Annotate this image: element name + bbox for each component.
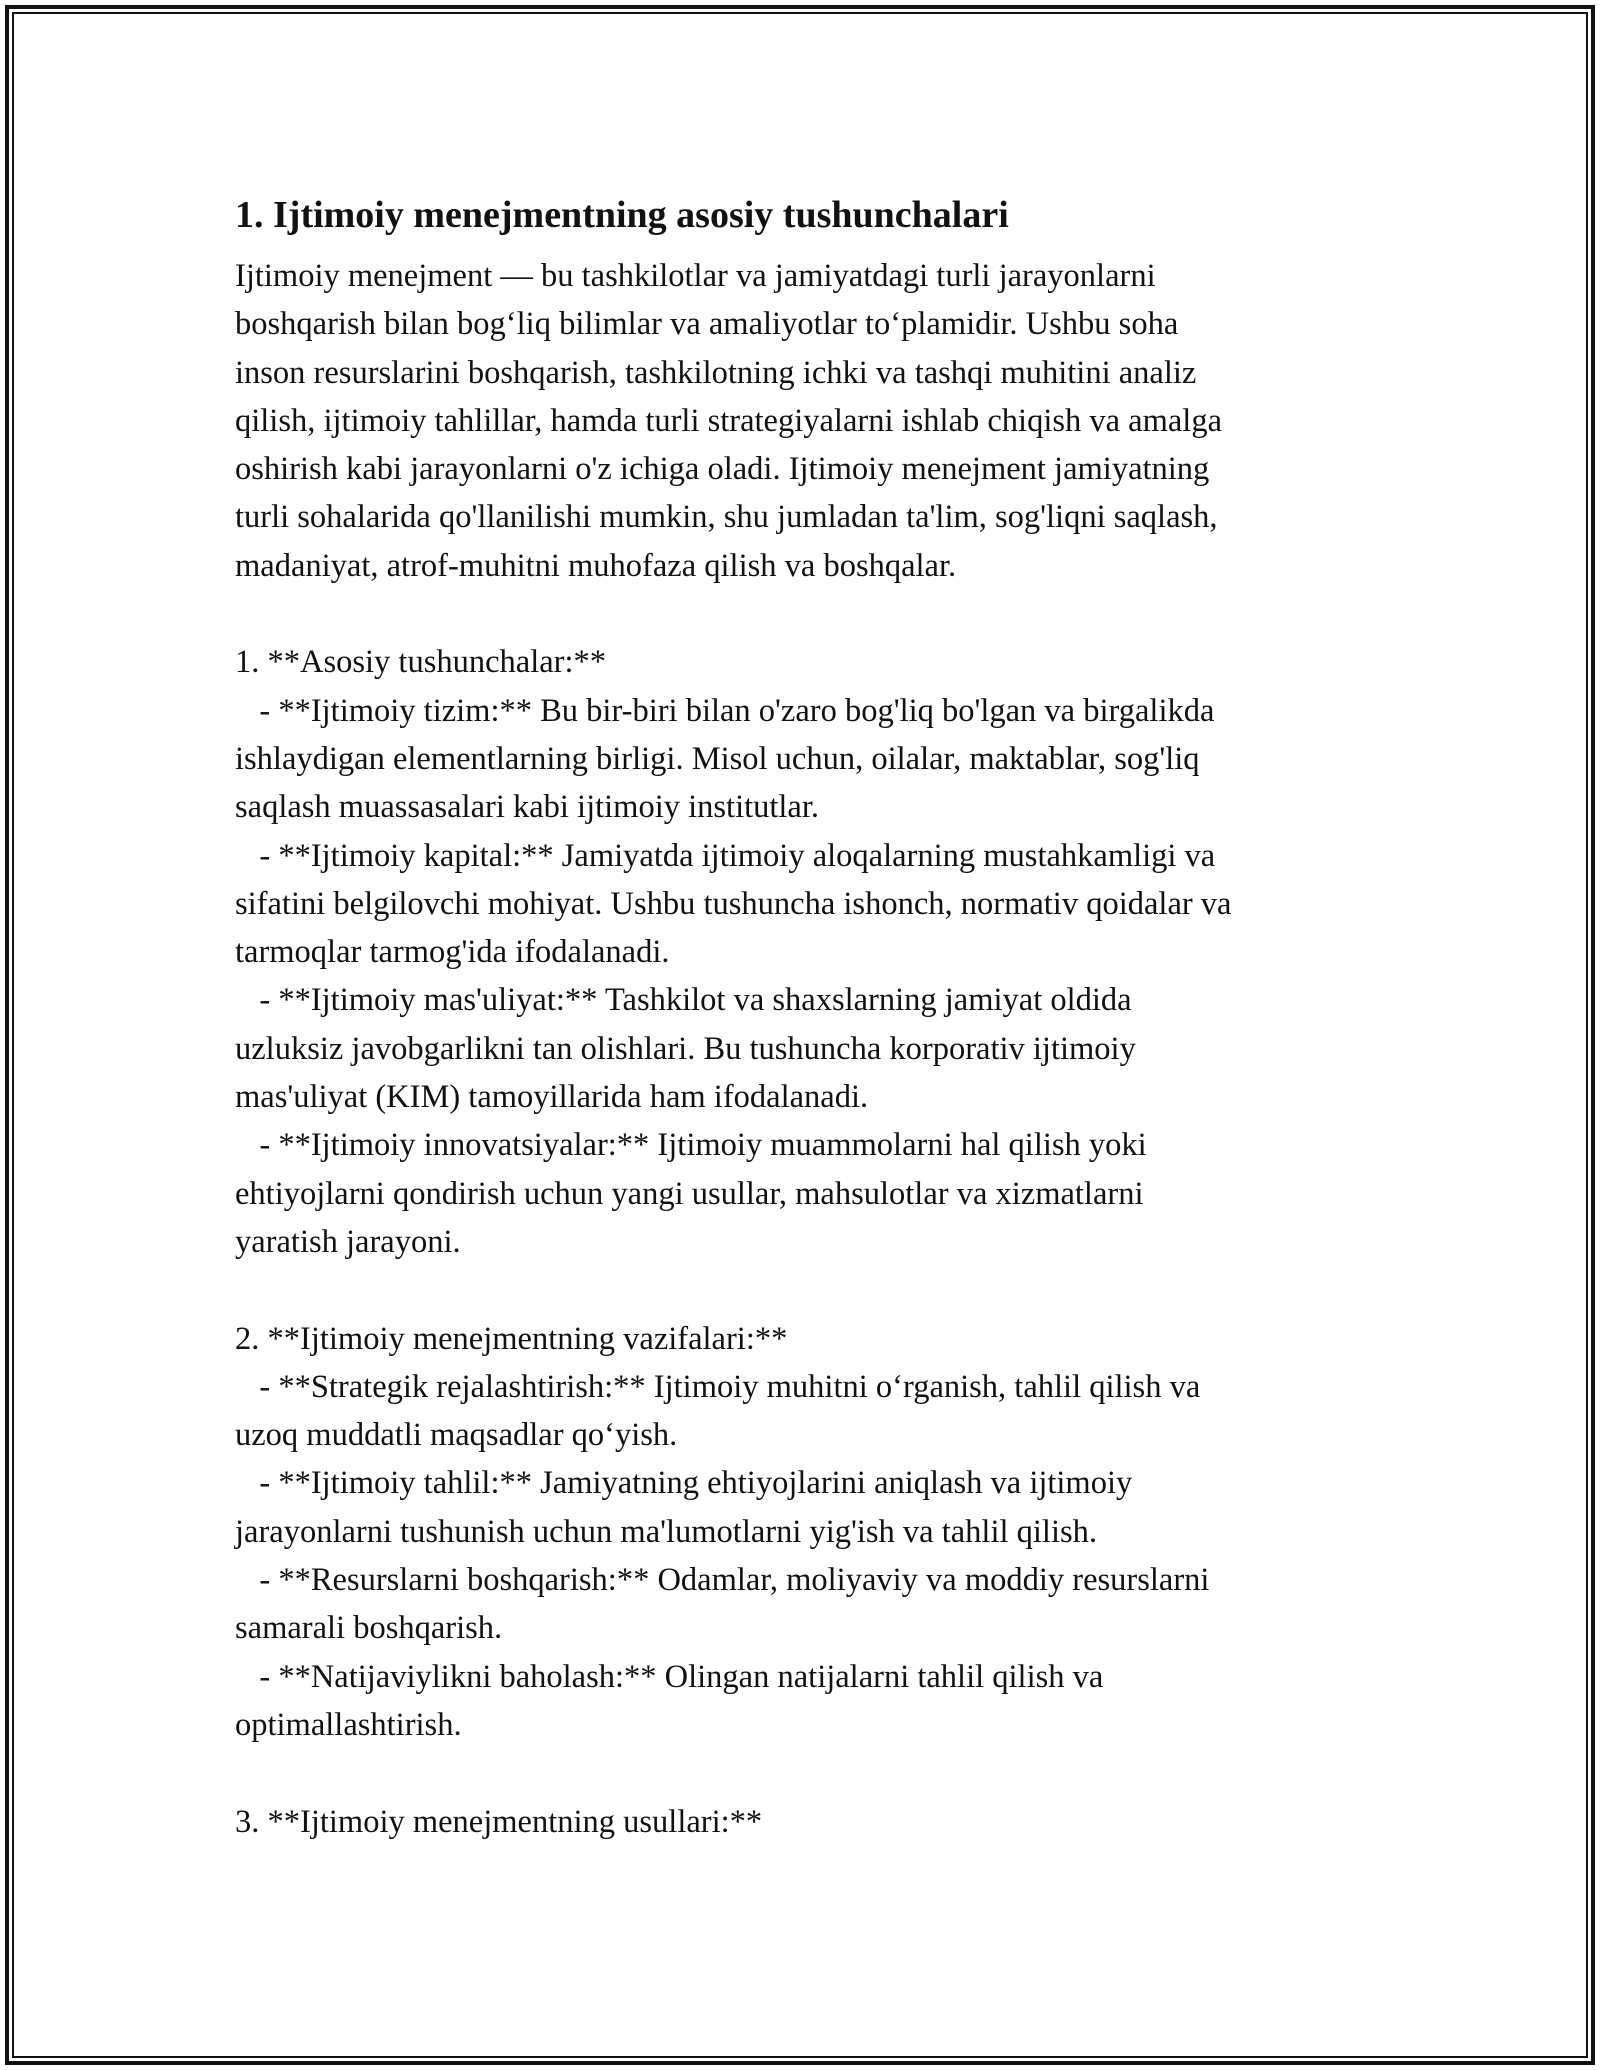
list-item-line: saqlash muassasalari kabi ijtimoiy institutlar.	[235, 789, 820, 826]
section-tasks	[235, 1315, 1385, 1750]
paragraph-gap	[235, 1749, 1385, 1797]
text-line: oshirish kabi jarayonlarni o'z ichiga oladi. Ijtimoiy menejment jamiyatning	[235, 451, 1210, 488]
section-title: 1. **Asosiy tushunchalar:**	[235, 644, 607, 681]
list-item-line: - **Ijtimoiy mas'uliyat:** Tashkilot va shaxslarning jamiyat oldida	[235, 982, 1132, 1019]
text-line: boshqarish bilan bog‘liq bilimlar va amaliyotlar to‘plamidir. Ushbu soha	[235, 306, 1179, 343]
list-item-line: ehtiyojlarni qondirish uchun yangi usullar, mahsulotlar va xizmatlarni	[235, 1175, 1144, 1212]
list-item-line: - **Ijtimoiy tizim:** Bu bir-biri bilan o'zaro bog'liq bo'lgan va birgalikda	[235, 692, 1215, 729]
list-item-line: jarayonlarni tushunish uchun ma'lumotlarni yig'ish va tahlil qilish.	[235, 1513, 1098, 1550]
list-item-line: uzluksiz javobgarlikni tan olishlari. Bu tushuncha korporativ ijtimoiy	[235, 1030, 1136, 1067]
list-item-line: ishlaydigan elementlarning birligi. Misol uchun, oilalar, maktablar, sog'liq	[235, 740, 1200, 777]
list-item-line: mas'uliyat (KIM) tamoyillarida ham ifodalanadi.	[235, 1079, 869, 1116]
intro-paragraph	[235, 252, 1385, 590]
section-methods	[235, 1798, 1385, 1846]
paragraph-gap	[235, 590, 1385, 638]
text-line: inson resurslarini boshqarish, tashkilotning ichki va tashqi muhitini analiz	[235, 354, 1197, 391]
text-line: qilish, ijtimoiy tahlillar, hamda turli strategiyalarni ishlab chiqish va amalga	[235, 402, 1223, 439]
list-item-line: sifatini belgilovchi mohiyat. Ushbu tushuncha ishonch, normativ qoidalar va	[235, 885, 1232, 922]
list-item-line: - **Natijaviylikni baholash:** Olingan natijalarni tahlil qilish va	[235, 1658, 1104, 1695]
list-item-line: - **Ijtimoiy innovatsiyalar:** Ijtimoiy muammolarni hal qilish yoki	[235, 1127, 1147, 1164]
text-line: Ijtimoiy menejment — bu tashkilotlar va jamiyatdagi turli jarayonlarni	[235, 258, 1156, 294]
list-item-line: - **Ijtimoiy kapital:** Jamiyatda ijtimoiy aloqalarning mustahkamligi va	[235, 837, 1216, 874]
list-item-line: yaratish jarayoni.	[235, 1223, 461, 1260]
text-line: turli sohalarida qo'llanilishi mumkin, shu jumladan ta'lim, sog'liqni saqlash,	[235, 499, 1218, 536]
section-title: 2. **Ijtimoiy menejmentning vazifalari:**	[235, 1320, 788, 1357]
section-basic-concepts	[235, 638, 1385, 1266]
list-item-line: - **Strategik rejalashtirish:** Ijtimoiy muhitni o‘rganish, tahlil qilish va	[235, 1368, 1201, 1405]
document-heading: 1. Ijtimoiy menejmentning asosiy tushunchalari	[235, 194, 1009, 236]
list-item-line: optimallashtirish.	[235, 1706, 462, 1743]
list-item-line: samarali boshqarish.	[235, 1610, 503, 1647]
section-title: 3. **Ijtimoiy menejmentning usullari:**	[235, 1803, 763, 1840]
paragraph-gap	[235, 1266, 1385, 1314]
list-item-line: tarmoqlar tarmog'ida ifodalanadi.	[235, 934, 670, 971]
list-item-line: uzoq muddatli maqsadlar qo‘yish.	[235, 1417, 678, 1454]
list-item-line: - **Ijtimoiy tahlil:** Jamiyatning ehtiyojlarini aniqlash va ijtimoiy	[235, 1465, 1133, 1502]
text-line: madaniyat, atrof-muhitni muhofaza qilish va boshqalar.	[235, 547, 957, 584]
list-item-line: - **Resurslarni boshqarish:** Odamlar, moliyaviy va moddiy resurslarni	[235, 1562, 1210, 1599]
document-body	[235, 186, 1385, 1846]
